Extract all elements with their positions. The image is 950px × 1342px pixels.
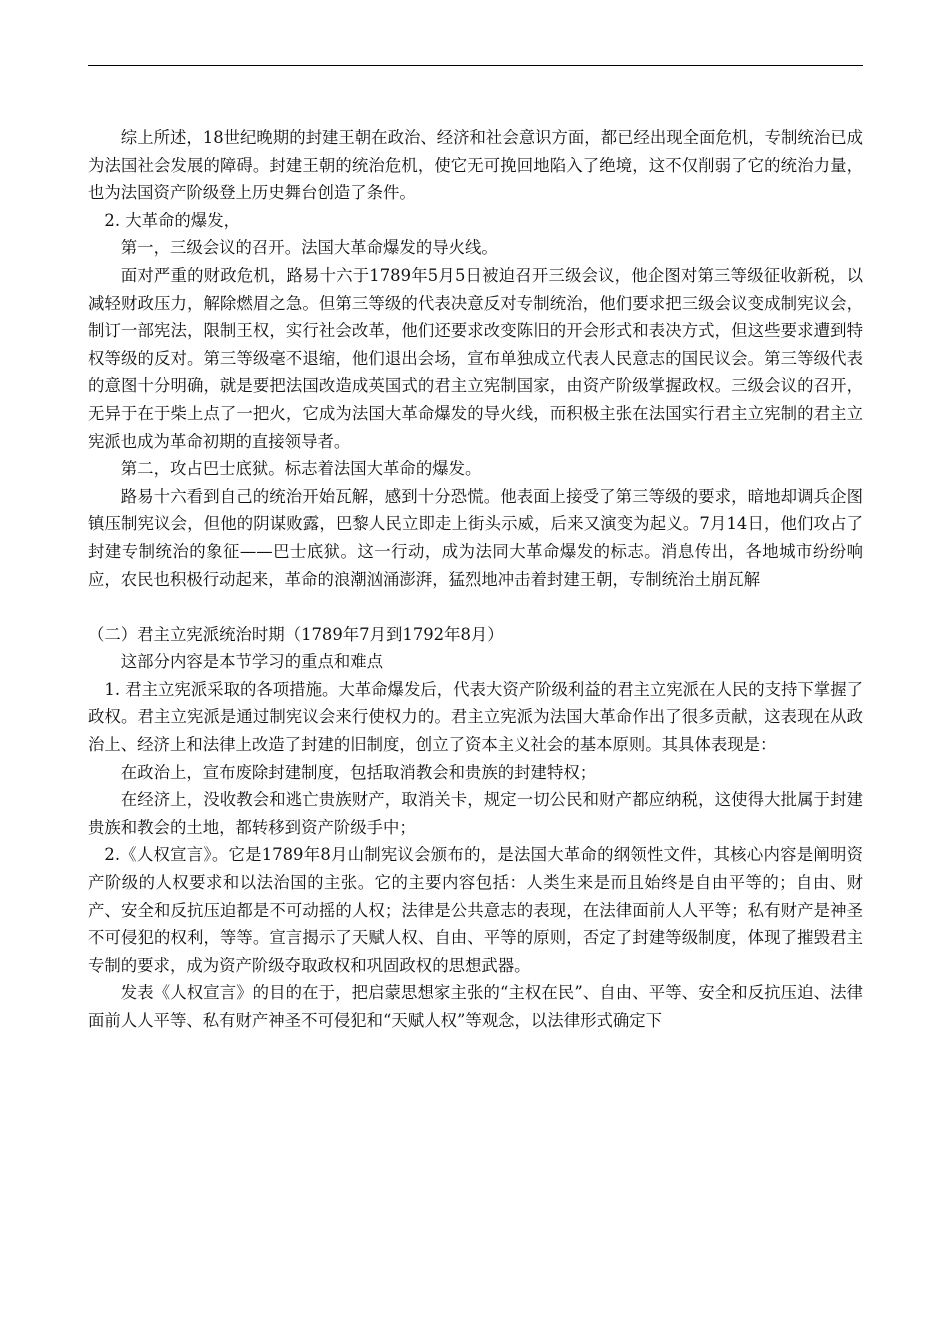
subheading-estates-general: 第一，三级会议的召开。法国大革命爆发的导火线。 (120, 238, 498, 258)
paragraph-declaration-purpose: 发表《人权宣言》的目的在于，把启蒙思想家主张的“主权在民”、自由、平等、安全和反抗压迫、法律面前人人平等、私有财产神圣不可侵犯和“天赋人权”等观念，以法律形式确定下 (88, 983, 863, 1030)
paragraph-key-points: 这部分内容是本节学习的重点和难点 (120, 652, 384, 672)
paragraph-bastille: 路易十六看到自己的统治开始瓦解，感到十分恐慌。他表面上接受了第三等级的要求，暗地却调兵企图镇压制宪议会，但他的阴谋败露，巴黎人民立即走上街头示威，后来又演变为起义。7月14日，他们攻占了封建专制统治的象征——巴士底狱。这一行动，成为法同大革命爆发的标志。消息传出，各地城市纷纷响应，农民也积极行动起来，革命的浪潮汹涌澎湃，猛烈地冲击着封建王朝，专制统治土崩瓦解 (88, 486, 863, 589)
paragraph-estates-general: 面对严重的财政危机，路易十六于1789年5月5日被迫召开三级会议，他企图对第三等级征收新税，以减轻财政压力，解除燃眉之急。但第三等级的代表决意反对专制统治，他们要求把三级会议变成制宪议会，制订一部宪法，限制王权，实行社会改革，他们还要求改变陈旧的开会形式和表决方式，但这些要求遭到特权等级的反对。第三等级毫不退缩，他们退出会场，宣布单独成立代表人民意志的国民议会。第三等级代表的意图十分明确，就是要把法国改造成英国式的君主立宪制国家，由资产阶级掌握政权。三级会议的召开，无异于在于柴上点了一把火，它成为法国大革命爆发的导火线，而积极主张在法国实行君主立宪制的君主立宪派也成为革命初期的直接领导者。 (88, 265, 863, 451)
heading-revolution-outbreak: 2. 大革命的爆发， (104, 210, 240, 230)
paragraph-summary: 综上所述，18世纪晚期的封建王朝在政治、经济和社会意识方面，都已经出现全面危机，专制统治已成为法国社会发展的障碍。封建王朝的统治危机，使它无可挽回地陷入了绝境，这不仅削弱了它的统治力量，也为法国资产阶级登上历史舞台创造了条件。 (88, 128, 863, 203)
subheading-bastille: 第二，攻占巴士底狱。标志着法国大革命的爆发。 (120, 459, 482, 479)
document-body (88, 124, 863, 1035)
paragraph-political: 在政治上，宣布废除封建制度，包括取消教会和贵族的封建特权； (120, 762, 597, 782)
paragraph-declaration: 2.《人权宣言》。它是1789年8月山制宪议会颁布的，是法国大革命的纲领性文件，其核心内容是阐明资产阶级的人权要求和以法治国的主张。它的主要内容包括：人类生来是而且始终是自由平等的；自由、财产、安全和反抗压迫都是不可动摇的人权；法律是公共意志的表现，在法律面前人人平等；私有财产是神圣不可侵犯的权利，等等。宣言揭示了天赋人权、自由、平等的原则，否定了封建等级制度，体现了摧毁君主专制的要求，成为资产阶级夺取政权和巩固政权的思想武器。 (88, 845, 863, 975)
header-rule (88, 65, 863, 66)
paragraph-measures: 1. 君主立宪派采取的各项措施。大革命爆发后，代表大资产阶级利益的君主立宪派在人民的支持下掌握了政权。君主立宪派是通过制宪议会来行使权力的。君主立宪派为法国大革命作出了很多贡献，这表现在从政治上、经济上和法律上改造了封建的旧制度，创立了资本主义社会的基本原则。其具体表现是： (88, 679, 863, 755)
paragraph-economic: 在经济上，没收教会和逃亡贵族财产，取消关卡，规定一切公民和财产都应纳税，这使得大批属于封建贵族和教会的土地，都转移到资产阶级手中； (88, 790, 863, 837)
section-title-constitutional-monarchy: （二）君主立宪派统治时期（1789年7月到1792年8月） (88, 624, 504, 644)
